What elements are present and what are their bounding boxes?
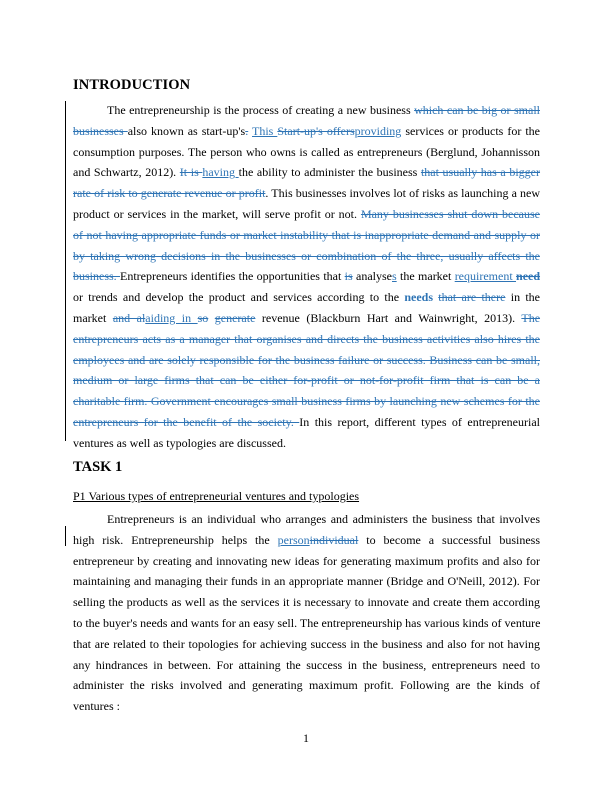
inserted-text: s [392,269,397,284]
text-line [73,551,540,572]
text-line [73,509,540,530]
deleted-text: business. [73,269,121,284]
text-run: market [73,310,113,325]
text-line [73,675,540,696]
deleted-text: entrepreneurs acts as a manager that organises and directs the business activities also hires the [73,331,540,346]
text-run: administer the risks involved and generating maximum profit. Following are the kinds of [73,678,540,693]
text-line [73,696,540,717]
text-line [73,162,540,183]
deleted-text: is [344,269,353,284]
text-line [73,142,540,163]
text-run: any hindrances in between. For attaining the success in the business, entrepreneurs need to [73,657,540,672]
text-line [73,655,540,676]
text-run: services or products for the [401,123,540,138]
deleted-text: The [521,310,541,325]
text-line [73,350,540,371]
deleted-text: individual [309,532,359,547]
deleted-text: generate [214,310,256,325]
text-run: in the [505,290,541,305]
text-run: maintaining and managing their funds in an appropriate manner (Bridge and O'Neill, 2012). For [73,574,540,589]
text-line [73,308,540,329]
inserted-text: requirement [454,269,517,284]
heading-task-1: TASK 1 [73,459,123,475]
text-line [73,329,540,350]
deleted-text: of not having appropriate funds or market instability that is inappropriate demand and supply or [73,227,540,242]
text-run: high risk. Entrepreneurship helps the [73,532,278,547]
text-run: to become a successful business [358,532,540,547]
text-run: Entrepreneurs identifies the opportunities that [120,269,345,284]
text-line [73,183,540,204]
deleted-text: by taking wrong decisions in the businesses or combination of the three, usually affects the [73,248,540,263]
text-run: that are related to their topologies for achieving success in the business and also for not having [73,636,540,651]
text-run: entrepreneur by creating and innovating new ideas for generating maximum profits and also for [73,553,540,568]
inserted-text: person [277,532,310,547]
inserted-text: aiding in [145,310,198,325]
text-run: The entrepreneurship is the process of creating a new business [107,103,415,117]
text-run: revenue (Blackburn Hart and Wainwright, 2013). [255,310,522,325]
text-line [73,204,540,225]
text-line [73,530,540,551]
text-run: product or services in the market, will serve profit or not. [73,206,361,221]
inserted-text: This [252,123,278,138]
text-run: the ability to administer the business [238,165,421,180]
deleted-text: that are there [438,290,506,305]
text-line [73,391,540,412]
change-bar [65,101,66,441]
text-line [73,613,540,634]
deleted-text: Many businesses shut down because [360,206,541,221]
deleted-text: charitable firm. Government encourages small business firms by launching new schemes for the [73,394,540,409]
text-run: . This businesses involves lot of risks as launching a new [265,186,540,201]
inserted-text: needs [404,290,433,305]
deleted-text: It is [179,165,203,180]
text-run: also known as start-up's [127,123,246,138]
text-line [73,121,540,142]
deleted-text: employees and are solely responsible for the business failure or success. Business can be small, [73,352,540,367]
text-line [73,266,540,287]
text-line [73,370,540,391]
text-run: to the buyer's needs and wants for an easy sell. The entrepreneurship has various kinds of venture [73,615,541,630]
deleted-text: businesses [73,123,128,138]
text-run: or trends and develop the product and services according to the [73,290,405,305]
text-run: ventures : [73,699,120,714]
text-line [73,225,540,246]
text-run: and Schwartz, 2012). [73,165,180,180]
text-line [73,571,540,592]
deleted-text: Start-up's offers [277,123,355,138]
text-run: Entrepreneurs is an individual who arranges and administers the business that involves [107,512,540,526]
change-bar [65,526,66,546]
deleted-text: which can be big or small [414,103,540,117]
text-line [73,592,540,613]
deleted-text: rate of risk to generate revenue or profit [73,186,266,201]
text-line [73,433,540,454]
deleted-text: that usually has a bigger [420,165,541,180]
deleted-text: and al [112,310,146,325]
deleted-text: entrepreneurs for the benefit of the society. [73,414,300,429]
text-line [73,412,540,433]
deleted-text: need [516,269,541,284]
subheading-p1: P1 Various types of entrepreneurial ventures and typologies [73,489,360,503]
inserted-text: having [202,165,239,180]
deleted-text: so [197,310,209,325]
deleted-text: medium or large firms that can be either for-profit or not-for-profit firm that is can be a [73,373,540,388]
text-run: analyse [352,269,393,284]
heading-introduction: INTRODUCTION [73,77,191,93]
text-run: selling the products as well as the services it is necessary to innovate and create them according [73,595,540,610]
text-line [73,100,540,121]
page-number: 1 [303,731,309,745]
text-run: In this report, different types of entrepreneurial [299,414,540,429]
introduction-paragraph [73,100,540,454]
text-line [73,634,540,655]
text-run: the market [396,269,455,284]
text-run: consumption purposes. The person who owns is called as entrepreneurs (Berglund, Johannisson [73,144,540,159]
text-line [73,246,540,267]
text-run: ventures as well as typologies are discussed. [73,435,286,450]
task-paragraph [73,509,540,717]
text-line [73,287,540,308]
inserted-text: providing [354,123,402,138]
deleted-text: . [245,123,249,138]
